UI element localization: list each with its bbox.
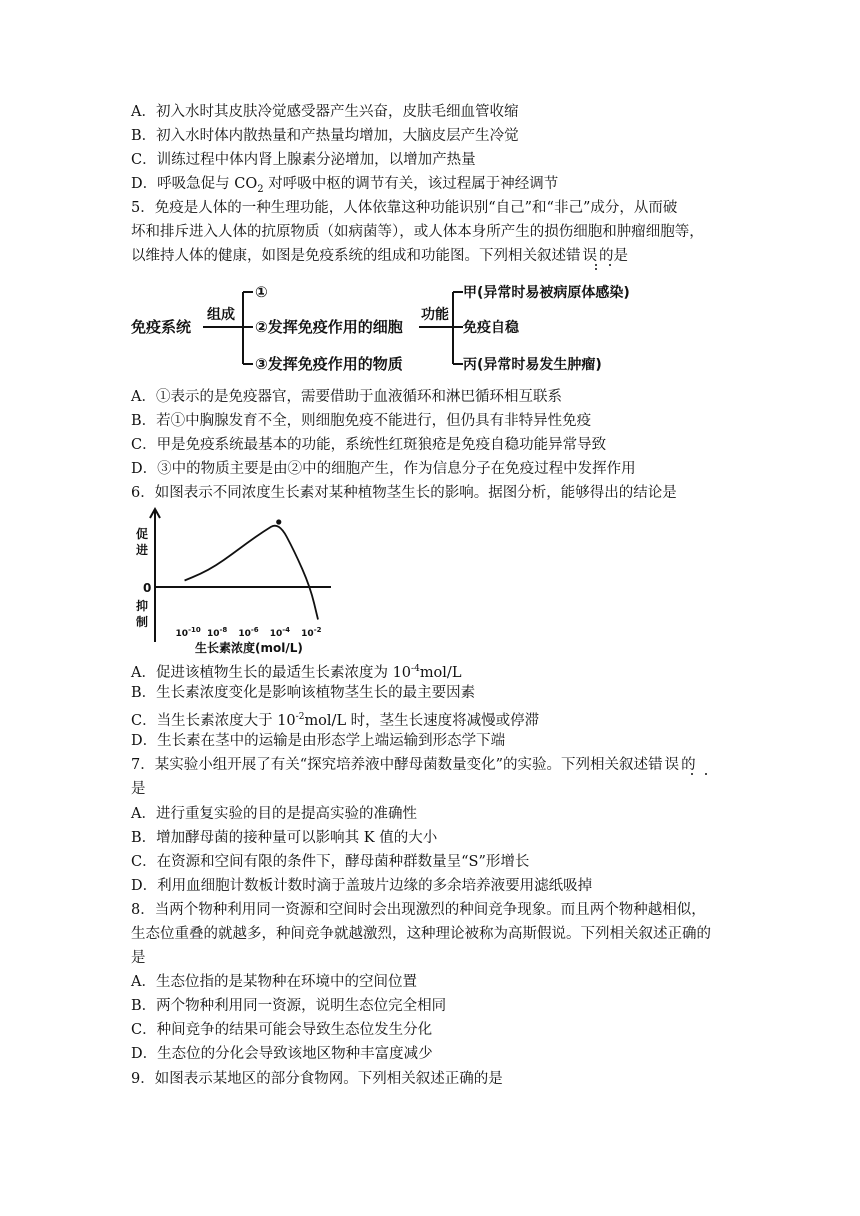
x-tick-label: $10^{-10}$ xyxy=(175,626,201,639)
q8-stem-line-2: 生态位重叠的就越多，种间竞争就越激烈，这种理论被称为高斯假说。下列相关叙述正确的 xyxy=(131,926,711,942)
y-label-bottom-1: 抑 xyxy=(136,599,149,613)
q6-option-c: C．当生长素浓度大于 $10^{-2}mol/L$ 时，茎生长速度将减慢或停滞 xyxy=(131,712,540,729)
y-zero-label: 0 xyxy=(143,581,152,595)
growth-curve-line xyxy=(185,526,318,620)
q7-option-a: A．进行重复实验的目的是提高实验的准确性 xyxy=(131,806,417,822)
q7-stem-line-2: 是 xyxy=(131,781,146,797)
y-label-top-1: 促 xyxy=(136,527,149,541)
emphasis-dot xyxy=(705,773,707,775)
x-tick-label: $10^{-4}$ xyxy=(269,626,291,639)
diagram-root: 免疫系统 xyxy=(131,318,192,336)
y-label-top-2: 进 xyxy=(136,543,149,557)
q7-stem-line-1: 7．某实验小组开展了有关“探究培养液中酵母菌数量变化”的实验。下列相关叙述错误的 xyxy=(131,757,696,773)
q4-option-d: D．呼吸急促与 $CO_2$ 对呼吸中枢的调节有关，该过程属于神经调节 xyxy=(131,176,559,195)
q6-option-b: B．生长素浓度变化是影响该植物茎生长的最主要因素 xyxy=(131,685,476,701)
q9-stem: 9．如图表示某地区的部分食物网。下列相关叙述正确的是 xyxy=(131,1071,503,1087)
emphasis-text: 错误 xyxy=(566,248,599,264)
q4-option-b: B．初入水时体内散热量和产热量均增加，大脑皮层产生冷觉 xyxy=(131,128,519,144)
q7-option-c: C．在资源和空间有限的条件下，酵母菌种群数量呈“S”形增长 xyxy=(131,854,530,870)
x-axis-label: 生长素浓度(mol/L) xyxy=(195,641,303,655)
q5-stem-line-1: 5．免疫是人体的一种生理功能，人体依靠这种功能识别“自己”和“非己”成分，从而破 xyxy=(131,200,678,216)
q7-option-d: D．利用血细胞计数板计数时滴于盖玻片边缘的多余培养液要用滤纸吸掉 xyxy=(131,878,593,894)
function-label: 功能 xyxy=(421,307,449,323)
q4-option-c: C．训练过程中体内肾上腺素分泌增加，以增加产热量 xyxy=(131,152,476,168)
emphasis-dot xyxy=(609,264,611,266)
emphasis-text: 错误 xyxy=(648,757,682,773)
q6-option-a: A．促进该植物生长的最适生长素浓度为 $10^{-4}mol/L$ xyxy=(131,664,462,681)
q8-option-b: B．两个物种利用同一资源，说明生态位完全相同 xyxy=(131,998,447,1014)
q8-option-d: D．生态位的分化会导致该地区物种丰富度减少 xyxy=(131,1046,433,1062)
x-tick-label: $10^{-6}$ xyxy=(238,626,259,639)
component-1: ① xyxy=(255,283,268,301)
emphasis-dot xyxy=(595,264,597,266)
q5-option-d: D．③中的物质主要是由②中的细胞产生，作为信息分子在免疫过程中发挥作用 xyxy=(131,461,636,477)
q6-option-d: D．生长素在茎中的运输是由形态学上端运输到形态学下端 xyxy=(131,733,506,749)
function-3: 丙(异常时易发生肿瘤) xyxy=(463,357,602,373)
q4-option-a: A．初入水时其皮肤冷觉感受器产生兴奋，皮肤毛细血管收缩 xyxy=(131,104,519,120)
peak-point xyxy=(276,519,281,524)
component-3: ③发挥免疫作用的物质 xyxy=(255,355,403,373)
immune-system-diagram xyxy=(131,275,671,385)
x-tick-label: $10^{-8}$ xyxy=(206,626,228,639)
q5-option-c: C．甲是免疫系统最基本的功能，系统性红斑狼疮是免疫自稳功能异常导致 xyxy=(131,437,607,453)
compose-label: 组成 xyxy=(207,307,235,323)
q7-option-b: B．增加酵母菌的接种量可以影响其 K 值的大小 xyxy=(131,830,438,846)
auxin-growth-chart xyxy=(131,504,341,656)
emphasis-dot xyxy=(691,773,693,775)
q8-stem-line-3: 是 xyxy=(131,950,146,966)
function-1: 甲(异常时易被病原体感染) xyxy=(463,285,630,301)
q5-stem-line-2: 坏和排斥进入人体的抗原物质（如病菌等），或人体本身所产生的损伤细胞和肿瘤细胞等， xyxy=(131,224,704,240)
q6-stem: 6．如图表示不同浓度生长素对某种植物茎生长的影响。据图分析，能够得出的结论是 xyxy=(131,485,677,501)
x-tick-label: $10^{-2}$ xyxy=(301,626,322,639)
y-label-bottom-2: 制 xyxy=(136,615,149,629)
q5-option-a: A．①表示的是免疫器官，需要借助于血液循环和淋巴循环相互联系 xyxy=(131,389,562,405)
q8-stem-line-1: 8．当两个物种利用同一资源和空间时会出现激烈的种间竞争现象。而且两个物种越相似， xyxy=(131,902,706,918)
component-2: ②发挥免疫作用的细胞 xyxy=(255,318,403,336)
function-2: 免疫自稳 xyxy=(463,320,519,336)
q5-option-b: B．若①中胸腺发育不全，则细胞免疫不能进行，但仍具有非特异性免疫 xyxy=(131,413,592,429)
q5-stem-line-3: 以维持人体的健康，如图是免疫系统的组成和功能图。下列相关叙述错误的是 xyxy=(131,248,628,264)
q8-option-c: C．种间竞争的结果可能会导致生态位发生分化 xyxy=(131,1022,433,1038)
q8-option-a: A．生态位指的是某物种在环境中的空间位置 xyxy=(131,974,417,990)
